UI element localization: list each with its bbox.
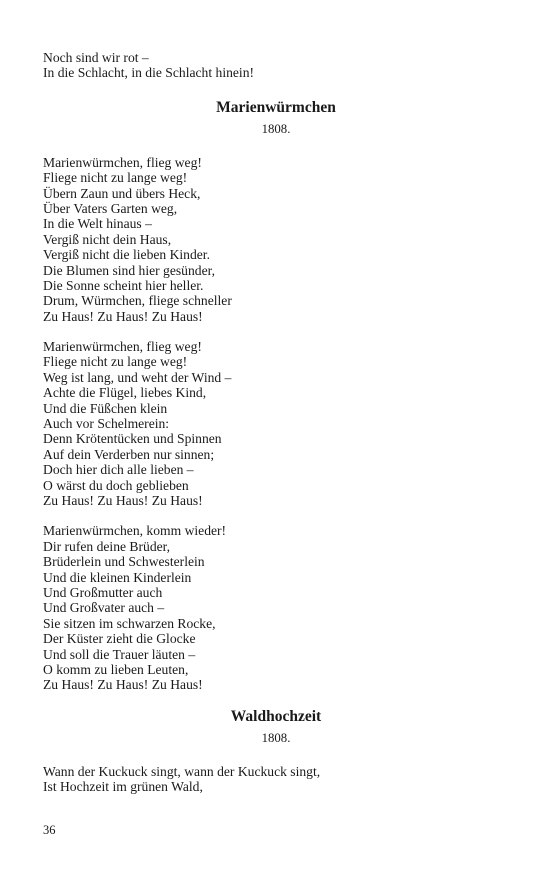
poem-line: Die Blumen sind hier gesünder, — [43, 262, 215, 278]
poem-line: Und Großvater auch – — [43, 600, 165, 616]
poem-line: Zu Haus! Zu Haus! Zu Haus! — [43, 492, 203, 508]
poem-line: Und die kleinen Kinderlein — [43, 569, 192, 585]
poem-line: In die Schlacht, in die Schlacht hinein! — [43, 65, 255, 81]
stanza — [43, 523, 509, 692]
poem-line: Weg ist lang, und weht der Wind – — [43, 369, 232, 385]
poem-line: Zu Haus! Zu Haus! Zu Haus! — [43, 308, 203, 324]
poem-line: Marienwürmchen, flieg weg! — [43, 339, 202, 355]
poem-line: Und soll die Trauer läuten – — [43, 646, 196, 662]
poem-line: Drum, Würmchen, fliege schneller — [43, 293, 232, 309]
poem-line: Auf dein Verderben nur sinnen; — [43, 446, 215, 462]
poem-line: Vergiß nicht dein Haus, — [43, 231, 172, 247]
stanza — [43, 339, 509, 508]
poem-line: Übern Zaun und übers Heck, — [43, 185, 201, 201]
poem-line: Der Küster zieht die Glocke — [43, 631, 196, 647]
stanza — [43, 155, 509, 324]
stanza — [43, 764, 509, 795]
poem-line: Denn Krötentücken und Spinnen — [43, 431, 222, 447]
poem-line: Sie sitzen im schwarzen Rocke, — [43, 615, 216, 631]
poem-title: Waldhochzeit — [230, 707, 322, 725]
poem-line: Vergiß nicht die lieben Kinder. — [43, 247, 210, 263]
poem-line: Marienwürmchen, flieg weg! — [43, 154, 202, 170]
poem-line: In die Welt hinaus – — [43, 216, 152, 232]
page-number: 36 — [43, 823, 56, 837]
poem-line: Wann der Kuckuck singt, wann der Kuckuck singt, — [43, 763, 321, 779]
poem-line: Doch hier dich alle lieben – — [43, 462, 194, 478]
page-body — [43, 50, 509, 809]
poem-line: Marienwürmchen, komm wieder! — [43, 523, 227, 539]
poem-line: O wärst du doch geblieben — [43, 477, 189, 493]
poem-line: Noch sind wir rot – — [43, 50, 149, 65]
poem-title: Marienwürmchen — [216, 98, 336, 116]
poem-line: Auch vor Schelmerein: — [43, 416, 170, 432]
poem-line: Und die Füßchen klein — [43, 400, 168, 416]
poem-line: Fliege nicht zu lange weg! — [43, 170, 188, 186]
poem-line: Über Vaters Garten weg, — [43, 200, 178, 216]
poem-line: Zu Haus! Zu Haus! Zu Haus! — [43, 677, 203, 693]
poem-line: Brüderlein und Schwesterlein — [43, 554, 205, 570]
poem-line: Ist Hochzeit im grünen Wald, — [43, 779, 203, 795]
poem-line: Und Großmutter auch — [43, 584, 163, 600]
poem-line: Fliege nicht zu lange weg! — [43, 354, 188, 370]
poem-year: 1808. — [261, 121, 291, 136]
poem-line: O komm zu lieben Leuten, — [43, 661, 189, 677]
poem-line: Die Sonne scheint hier heller. — [43, 277, 204, 293]
intro-stanza — [43, 50, 509, 81]
poem-line: Achte die Flügel, liebes Kind, — [43, 385, 207, 401]
poem-line: Dir rufen deine Brüder, — [43, 538, 171, 554]
poem-year: 1808. — [261, 730, 291, 745]
